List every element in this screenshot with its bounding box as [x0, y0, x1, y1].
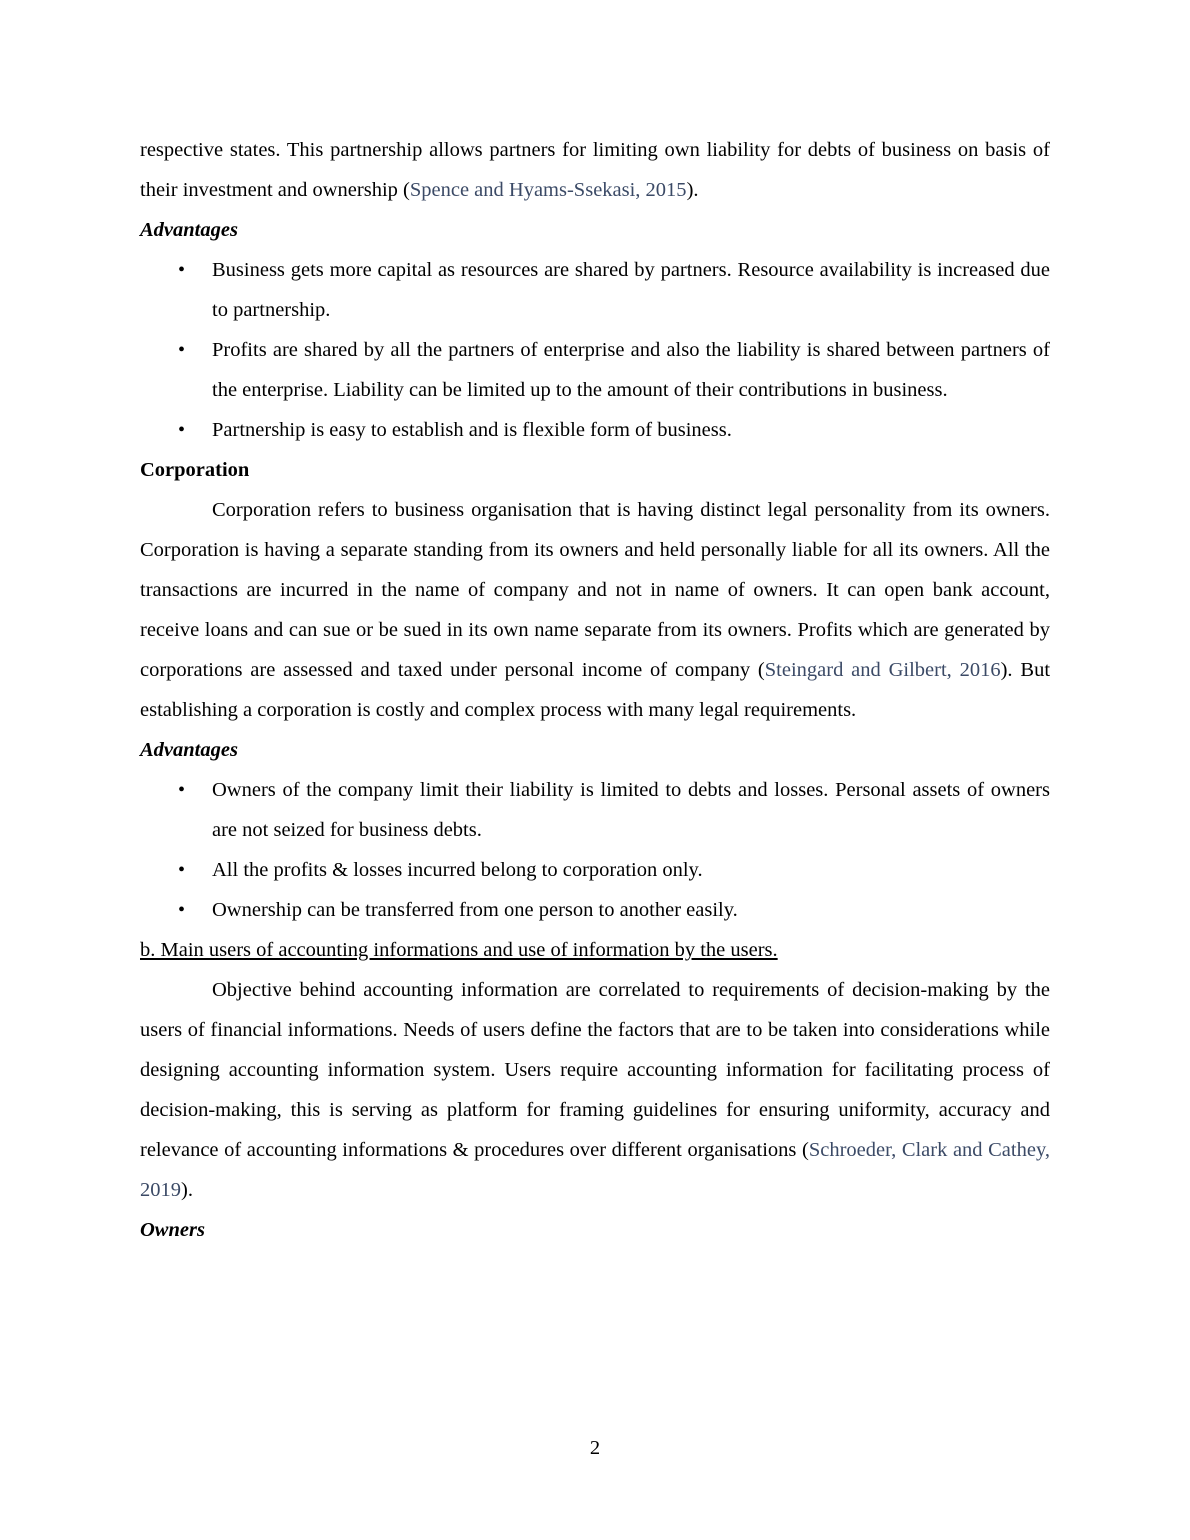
citation-reference: Schroeder, Clark and Cathey, 2019: [140, 1139, 1050, 1201]
heading-owners: Owners: [140, 1219, 205, 1241]
list-item: • Partnership is easy to establish and is flexible form of business.: [140, 410, 1050, 450]
list-item: • Profits are shared by all the partners of enterprise and also the liability is shared between partners of the enterprise. Liability can be limited up to the amount of their contributions in business.: [140, 330, 1050, 410]
paragraph-text: respective states. This partnership allows partners for limiting own liability for debts of business on basis of their investment and ownership (: [140, 139, 1050, 201]
heading-corporation: Corporation: [140, 459, 250, 481]
paragraph-text: Objective behind accounting information are correlated to requirements of decision-making by the users of financial informations. Needs of users define the factors that are to be taken into considerations while designing accounting information system. Users require accounting information for facilitating process of decision-making, this is serving as platform for framing guidelines for ensuring uniformity, accuracy and relevance of accounting informations & procedures over different organisations (: [140, 979, 1050, 1161]
list-item: • All the profits & losses incurred belong to corporation only.: [140, 850, 1050, 890]
paragraph-text-end: ). But establishing a corporation is costly and complex process with many legal requirements.: [140, 659, 1051, 721]
citation-reference: Spence and Hyams-Ssekasi, 2015: [409, 179, 687, 201]
list-item: • Business gets more capital as resources are shared by partners. Resource availability is increased due to partnership.: [140, 250, 1050, 330]
list-item: • Owners of the company limit their liability is limited to debts and losses. Personal assets of owners are not seized for business debts.: [140, 770, 1050, 850]
heading-advantages-corporation: Advantages: [140, 739, 238, 761]
paragraph-text: Corporation refers to business organisation that is having distinct legal personality from its owners. Corporation is having a separate standing from its owners and held personally liable for all its owners. All the transactions are incurred in the name of company and not in name of owners. It can open bank account, receive loans and can sue or be sued in its own name separate from its owners. Profits which are generated by corporations are assessed and taxed under personal income of company (: [140, 499, 1050, 681]
citation-reference: Steingard and Gilbert, 2016: [764, 659, 1001, 681]
list-partnership-advantages: [140, 250, 1050, 450]
paragraph-partnership-continued: [140, 130, 1050, 210]
paragraph-users-of-accounting-information: [140, 970, 1050, 1210]
list-item: • Ownership can be transferred from one person to another easily.: [140, 890, 1050, 930]
page-number: 2: [589, 1437, 601, 1459]
paragraph-text-end: ).: [686, 179, 699, 201]
paragraph-text-end: ).: [181, 1179, 193, 1201]
heading-advantages-partnership: Advantages: [140, 219, 238, 241]
list-corporation-advantages: [140, 770, 1050, 930]
heading-section-b: b. Main users of accounting informations and use of information by the users.: [140, 939, 778, 961]
paragraph-corporation: [140, 490, 1050, 730]
